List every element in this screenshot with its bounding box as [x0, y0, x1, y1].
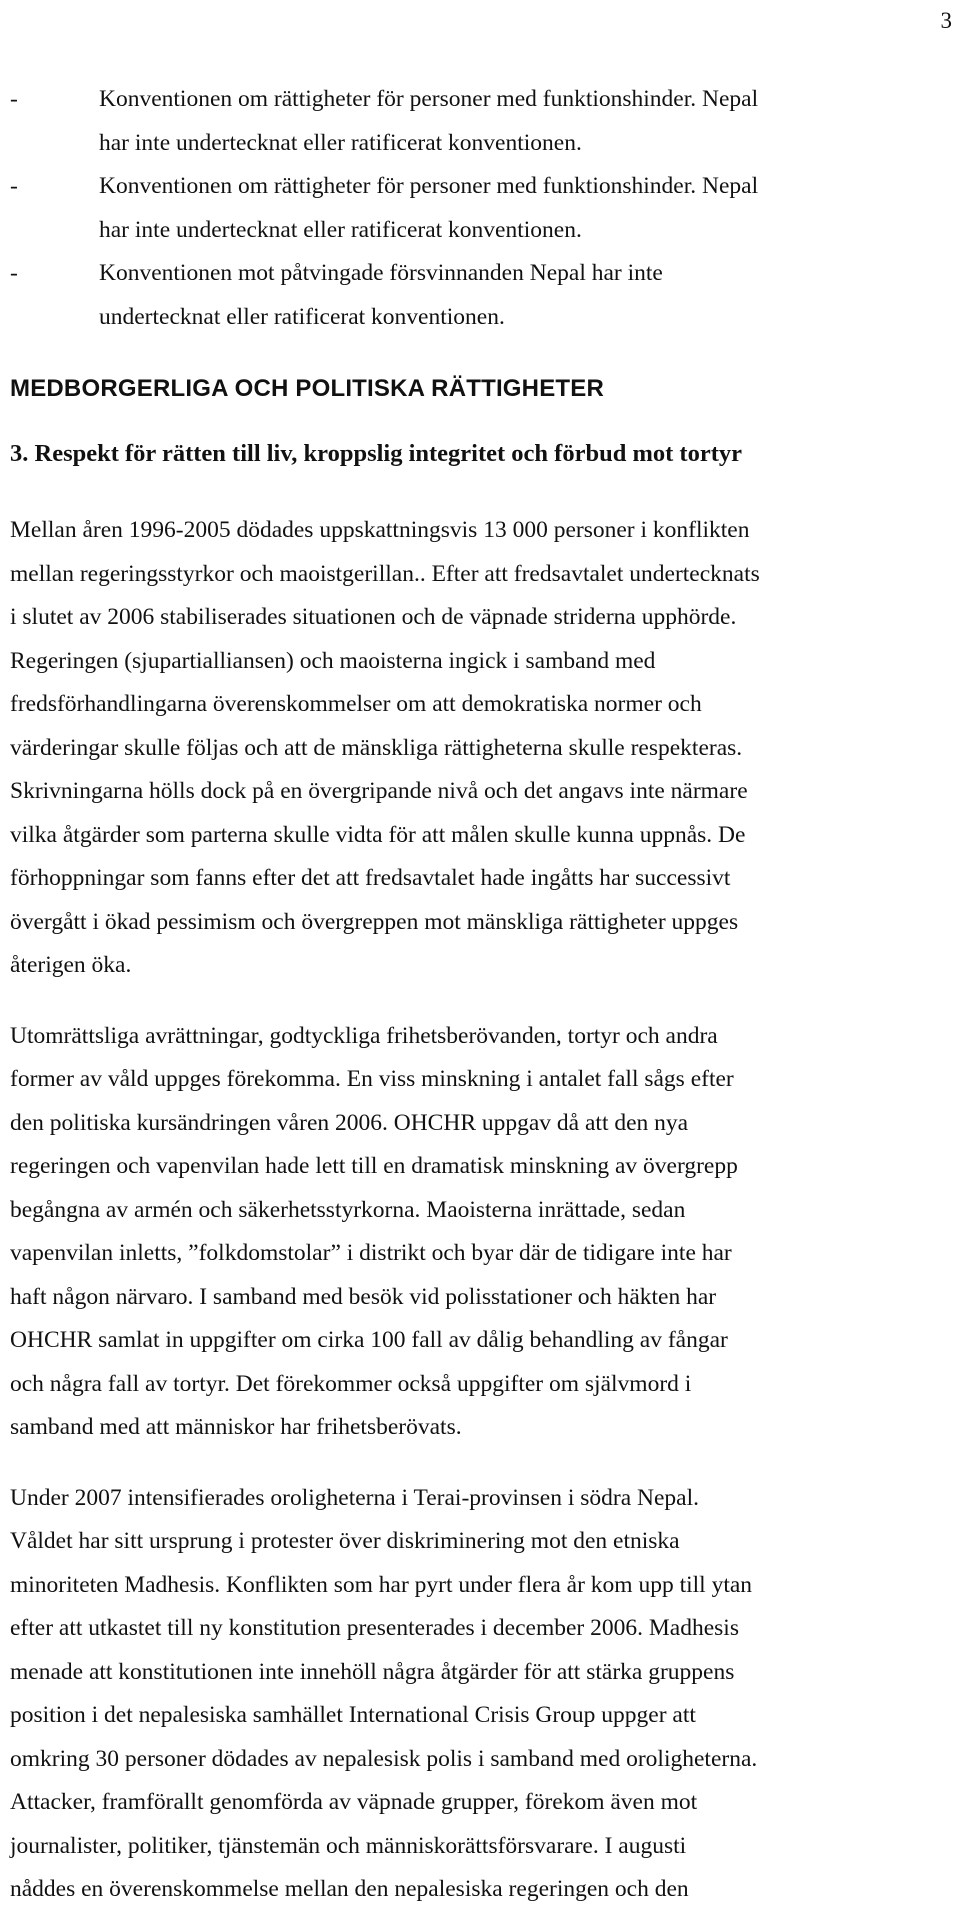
section-heading: MEDBORGERLIGA OCH POLITISKA RÄTTIGHETER [10, 375, 605, 402]
paragraph-line: journalister, politiker, tjänstemän och människorättsförsvarare. I augusti [10, 1832, 687, 1859]
paragraph-line: Mellan åren 1996-2005 dödades uppskattningsvis 13 000 personer i konflikten [10, 517, 750, 543]
paragraph-line: OHCHR samlat in uppgifter om cirka 100 fall av dålig behandling av fångar [10, 1327, 728, 1353]
paragraph-line: nåddes en överenskommelse mellan den nepalesiska regeringen och den [10, 1876, 689, 1902]
paragraph-line: mellan regeringsstyrkor och maoistgerillan.. Efter att fredsavtalet undertecknats [10, 560, 760, 587]
list-item-text: har inte undertecknat eller ratificerat konventionen. [99, 216, 582, 243]
paragraph-line: regeringen och vapenvilan hade lett till en dramatisk minskning av övergrepp [10, 1153, 738, 1179]
paragraph-line: samband med att människor har frihetsberövats. [10, 1414, 462, 1440]
convention-list [10, 78, 950, 339]
list-item-text: undertecknat eller ratificerat konventionen. [99, 303, 505, 330]
paragraph-line: vilka åtgärder som parterna skulle vidta för att målen skulle kunna uppnås. De [10, 821, 746, 848]
list-dash: - [10, 86, 18, 112]
paragraph-line: Våldet har sitt ursprung i protester över diskriminering mot den etniska [10, 1528, 680, 1554]
list-item [10, 252, 950, 339]
paragraph-line: Regeringen (sjupartialliansen) och maoisterna ingick i samband med [10, 647, 656, 674]
document-body [10, 78, 950, 1912]
paragraph-line: position i det nepalesiska samhället International Crisis Group uppger att [10, 1702, 696, 1728]
paragraph-line: begångna av armén och säkerhetsstyrkorna. Maoisterna inrättade, sedan [10, 1196, 686, 1223]
paragraph-line: den politiska kursändringen våren 2006. OHCHR uppgav då att den nya [10, 1109, 689, 1136]
paragraph-line: haft någon närvaro. I samband med besök vid polisstationer och häkten har [10, 1283, 717, 1310]
list-dash: - [10, 173, 18, 199]
paragraph-line: Attacker, framförallt genomförda av väpnade grupper, förekom även mot [10, 1789, 698, 1815]
list-item-text: Konventionen om rättigheter för personer med funktionshinder. Nepal [99, 86, 759, 112]
paragraph-line: övergått i ökad pessimism och övergreppen mot mänskliga rättigheter uppges [10, 908, 739, 935]
list-item-text: Konventionen mot påtvingade försvinnanden Nepal har inte [99, 260, 663, 286]
paragraph [10, 1015, 950, 1450]
list-item-line [10, 165, 950, 209]
paragraph-line: i slutet av 2006 stabiliserades situationen och de väpnade striderna upphörde. [10, 604, 737, 630]
paragraph-line: fredsförhandlingarna överenskommelser om att demokratiska normer och [10, 691, 702, 717]
list-dash: - [10, 260, 18, 286]
list-item-line [10, 252, 950, 296]
list-item-text: har inte undertecknat eller ratificerat konventionen. [99, 129, 582, 156]
paragraph-line: minoriteten Madhesis. Konflikten som har pyrt under flera år kom upp till ytan [10, 1571, 753, 1598]
paragraph-line: vapenvilan inletts, ”folkdomstolar” i distrikt och byar där de tidigare inte har [10, 1240, 732, 1266]
paragraph-line: efter att utkastet till ny konstitution presenterades i december 2006. Madhesis [10, 1615, 739, 1641]
paragraph-line: Skrivningarna hölls dock på en övergripande nivå och det angavs inte närmare [10, 778, 748, 804]
paragraph-line: värderingar skulle följas och att de mänskliga rättigheterna skulle respekteras. [10, 734, 743, 761]
subheading: 3. Respekt för rätten till liv, kroppslig integritet och förbud mot tortyr [10, 440, 742, 467]
paragraph-line: omkring 30 personer dödades av nepalesisk polis i samband med oroligheterna. [10, 1745, 758, 1772]
paragraph-line: Under 2007 intensifierades oroligheterna i Terai-provinsen i södra Nepal. [10, 1484, 699, 1511]
paragraph-line: förhoppningar som fanns efter det att fredsavtalet hade ingåtts har successivt [10, 865, 731, 891]
paragraph-line: menade att konstitutionen inte innehöll några åtgärder för att stärka gruppens [10, 1658, 735, 1685]
list-item [10, 165, 950, 252]
list-item-line [10, 78, 950, 122]
paragraph-line: former av våld uppges förekomma. En viss minskning i antalet fall sågs efter [10, 1066, 734, 1092]
paragraph [10, 1477, 950, 1912]
page-number: 3 [940, 8, 952, 33]
paragraph-line: återigen öka. [10, 952, 132, 978]
paragraph-line: och några fall av tortyr. Det förekommer också uppgifter om självmord i [10, 1370, 692, 1397]
paragraph-line: Utomrättsliga avrättningar, godtyckliga frihetsberövanden, tortyr och andra [10, 1022, 718, 1049]
paragraph [10, 509, 950, 988]
list-item [10, 78, 950, 165]
list-item-text: Konventionen om rättigheter för personer med funktionshinder. Nepal [99, 173, 759, 199]
